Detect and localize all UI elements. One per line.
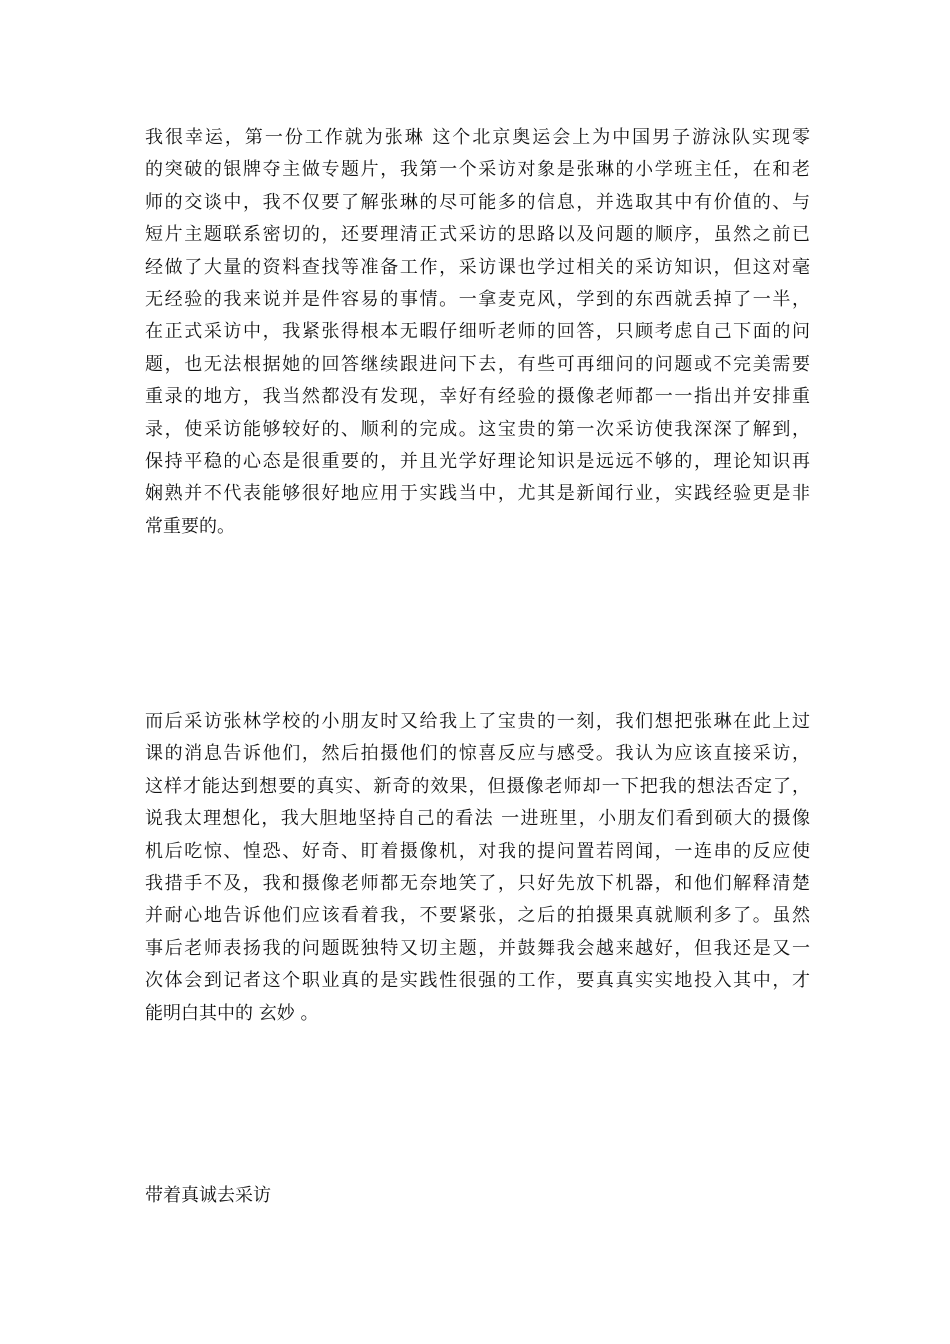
paragraph-school-interview bbox=[145, 706, 810, 1030]
text-line: 我很幸运，第一份工作就为张琳 这个北京奥运会上为中国男子游泳队实现零 bbox=[145, 127, 810, 148]
text-line: 说我太理想化，我大胆地坚持自己的看法 一进班里，小朋友们看到硕大的摄像 bbox=[145, 808, 810, 830]
text-line: 重录的地方，我当然都没有发现，幸好有经验的摄像老师都一一指出并安排重 bbox=[145, 386, 810, 408]
section-heading-text: 带着真诚去采访 bbox=[145, 1185, 271, 1206]
text-line: 并耐心地告诉他们应该看着我，不要紧张，之后的拍摄果真就顺利多了。虽然 bbox=[145, 905, 810, 927]
text-line: 我措手不及，我和摄像老师都无奈地笑了，只好先放下机器，和他们解释清楚 bbox=[145, 873, 810, 895]
text-line: 常重要的。 bbox=[145, 515, 235, 537]
text-line: 娴熟并不代表能够很好地应用于实践当中，尤其是新闻行业，实践经验更是非 bbox=[145, 483, 810, 505]
text-line: 短片主题联系密切的，还要理清正式采访的思路以及问题的顺序，虽然之前已 bbox=[145, 224, 810, 246]
text-line: 这样才能达到想要的真实、新奇的效果，但摄像老师却一下把我的想法否定了， bbox=[145, 775, 810, 797]
text-line: 事后老师表扬我的问题既独特又切主题，并鼓舞我会越来越好，但我还是又一 bbox=[145, 937, 810, 959]
text-line: 无经验的我来说并是件容易的事情。一拿麦克风，学到的东西就丢掉了一半， bbox=[145, 289, 810, 311]
text-line: 保持平稳的心态是很重要的，并且光学好理论知识是远远不够的，理论知识再 bbox=[145, 451, 810, 473]
text-line: 录，使采访能够较好的、顺利的完成。这宝贵的第一次采访使我深深了解到， bbox=[145, 418, 810, 440]
section-heading bbox=[145, 1180, 810, 1212]
text-line: 题，也无法根据她的回答继续跟进问下去，有些可再细问的问题或不完美需要 bbox=[145, 353, 810, 375]
text-line: 而后采访张林学校的小朋友时又给我上了宝贵的一刻，我们想把张琳在此上过 bbox=[145, 711, 810, 732]
text-line: 在正式采访中，我紧张得根本无暇仔细听老师的回答，只顾考虑自己下面的问 bbox=[145, 321, 810, 343]
text-line: 能明白其中的 玄妙 。 bbox=[145, 1002, 319, 1024]
text-line: 课的消息告诉他们，然后拍摄他们的惊喜反应与感受。我认为应该直接采访， bbox=[145, 743, 810, 765]
text-line: 经做了大量的资料查找等准备工作，采访课也学过相关的采访知识，但这对毫 bbox=[145, 256, 810, 278]
text-line: 机后吃惊、惶恐、好奇、盯着摄像机，对我的提问置若罔闻，一连串的反应使 bbox=[145, 840, 810, 862]
text-line: 的突破的银牌夺主做专题片，我第一个采访对象是张琳的小学班主任，在和老 bbox=[145, 159, 810, 181]
paragraph-first-interview bbox=[145, 122, 810, 543]
text-line: 次体会到记者这个职业真的是实践性很强的工作，要真真实实地投入其中，才 bbox=[145, 970, 810, 992]
text-line: 师的交谈中，我不仅要了解张琳的尽可能多的信息，并选取其中有价值的、与 bbox=[145, 191, 810, 213]
